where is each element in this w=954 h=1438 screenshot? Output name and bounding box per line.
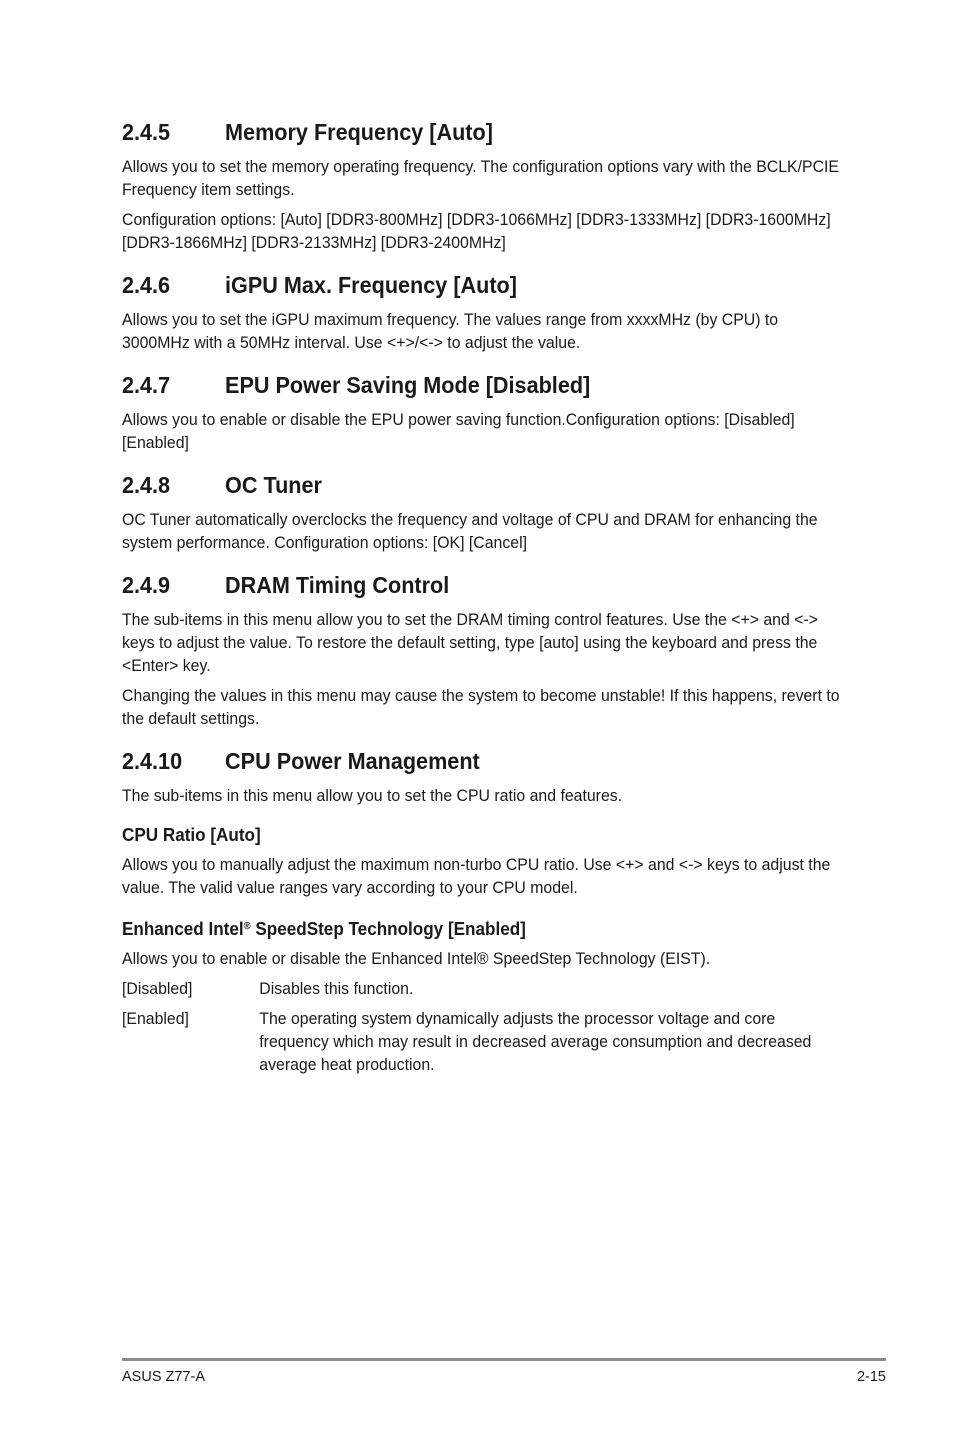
document-body (122, 116, 842, 1091)
section-epu-power-saving (122, 369, 842, 455)
paragraph: The sub-items in this menu allow you to set the DRAM timing control features. Use the <+> and <-> keys to adjust the value. To restore the default setting, type [auto] using the keyboard and press the <Enter> key. (122, 611, 818, 675)
option-row-enabled (122, 1008, 842, 1077)
section-title: Memory Frequency [Auto] (225, 119, 493, 145)
section-number: 2.4.7 (122, 372, 171, 398)
section-number: 2.4.6 (122, 272, 171, 298)
footer-page-number: 2-15 (856, 1369, 886, 1385)
paragraph: Allows you to manually adjust the maximum non-turbo CPU ratio. Use <+> and <-> keys to adjust the value. The valid value ranges vary according to your CPU model. (122, 856, 831, 897)
section-heading (122, 269, 784, 301)
section-number: 2.4.9 (122, 572, 171, 598)
section-title: EPU Power Saving Mode [Disabled] (225, 372, 591, 398)
paragraph: OC Tuner automatically overclocks the frequency and voltage of CPU and DRAM for enhancing the system performance. Configuration options: [OK] [Cancel] (122, 511, 818, 552)
option-key: [Disabled] (122, 980, 193, 998)
option-key: [Enabled] (122, 1010, 189, 1028)
speedstep-title-prefix: Enhanced Intel (122, 919, 244, 939)
section-memory-frequency (122, 116, 842, 255)
speedstep-title-suffix: SpeedStep Technology [Enabled] (250, 919, 526, 939)
section-dram-timing (122, 569, 842, 731)
section-number: 2.4.5 (122, 119, 171, 145)
section-heading (122, 569, 784, 601)
section-cpu-power-management (122, 745, 842, 1077)
registered-mark: ® (243, 921, 251, 932)
paragraph: Allows you to enable or disable the EPU power saving function.Configuration options: [Disabled] [Enabled] (122, 411, 795, 452)
paragraph: Allows you to enable or disable the Enhanced Intel® SpeedStep Technology (EIST). (122, 950, 711, 968)
paragraph: The sub-items in this menu allow you to set the CPU ratio and features. (122, 787, 623, 805)
section-igpu-max-frequency (122, 269, 842, 355)
paragraph: Allows you to set the iGPU maximum frequency. The values range from xxxxMHz (by CPU) to 3000MHz with a 50MHz interval. Use <+>/<-> to adjust the value. (122, 311, 779, 352)
section-title: DRAM Timing Control (225, 572, 450, 598)
paragraph: Allows you to set the memory operating frequency. The configuration options vary with the BCLK/PCIE Frequency item settings. (122, 158, 839, 199)
section-title: OC Tuner (225, 472, 322, 498)
option-description: The operating system dynamically adjusts the processor voltage and core frequency which may result in decreased average consumption and decreased average heat production. (259, 1010, 812, 1074)
paragraph: Changing the values in this menu may cause the system to become unstable! If this happens, revert to the default settings. (122, 687, 840, 728)
option-description: Disables this function. (259, 980, 414, 998)
section-title: CPU Power Management (225, 748, 480, 774)
footer-divider (122, 1358, 886, 1361)
option-row-disabled (122, 978, 842, 1001)
section-heading (122, 116, 784, 148)
section-heading (122, 745, 784, 777)
section-heading (122, 469, 784, 501)
section-heading (122, 369, 784, 401)
section-number: 2.4.10 (122, 748, 183, 774)
subsection-heading-cpu-ratio: CPU Ratio [Auto] (122, 825, 261, 845)
subsection-heading-speedstep (122, 914, 806, 942)
section-number: 2.4.8 (122, 472, 171, 498)
footer-product-name: ASUS Z77-A (122, 1369, 205, 1385)
section-title: iGPU Max. Frequency [Auto] (225, 272, 517, 298)
section-oc-tuner (122, 469, 842, 555)
paragraph: Configuration options: [Auto] [DDR3-800MHz] [DDR3-1066MHz] [DDR3-1333MHz] [DDR3-1600MHz] [DDR3-1866MHz] [DDR3-2133MHz] [DDR3-2400MHz] (122, 211, 831, 252)
